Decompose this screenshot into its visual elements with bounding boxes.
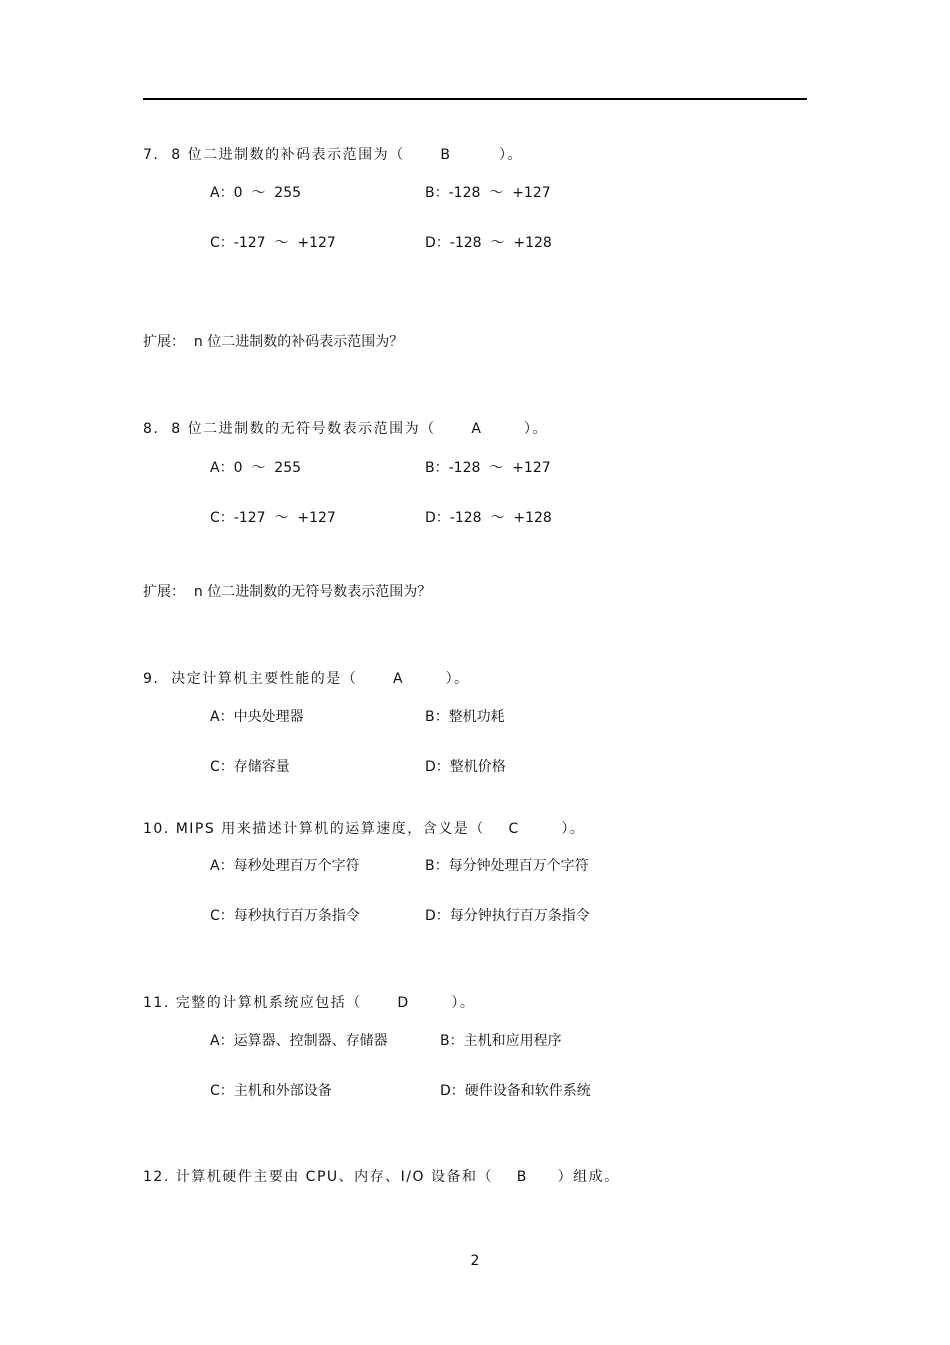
- q8-option-b: B：-128 ～ +127: [425, 460, 551, 476]
- q10-option-c: C：每秒执行百万条指令: [210, 908, 360, 924]
- q7-option-a: A：0 ～ 255: [210, 185, 302, 201]
- page-number: 2: [470, 1253, 480, 1269]
- q9-option-c: C：存储容量: [210, 759, 290, 775]
- header-rule: [143, 98, 807, 100]
- q8-option-d: D：-128 ～ +128: [425, 510, 552, 526]
- q8-extension: 扩展： n 位二进制数的无符号数表示范围为？: [143, 584, 432, 600]
- q9-option-a: A：中央处理器: [210, 709, 304, 725]
- q9-option-b: B：整机功耗: [425, 709, 505, 725]
- q11-option-d: D：硬件设备和软件系统: [440, 1083, 591, 1099]
- q10-option-d: D：每分钟执行百万条指令: [425, 908, 590, 924]
- q10-option-a: A：每秒处理百万个字符: [210, 858, 360, 874]
- q8-option-a: A：0 ～ 255: [210, 460, 302, 476]
- question-8: 8. 8 位二进制数的无符号数表示范围为（ A ）。: [143, 421, 549, 437]
- q10-option-b: B：每分钟处理百万个字符: [425, 858, 589, 874]
- q7-extension: 扩展： n 位二进制数的补码表示范围为？: [143, 334, 404, 350]
- q9-option-d: D：整机价格: [425, 759, 506, 775]
- question-7: 7. 8 位二进制数的补码表示范围为（ B ）。: [143, 147, 524, 163]
- q7-option-d: D：-128 ～ +128: [425, 235, 552, 251]
- question-9: 9. 决定计算机主要性能的是（ A ）。: [143, 671, 470, 687]
- question-11: 11. 完整的计算机系统应包括（ D ）。: [143, 995, 476, 1011]
- q7-option-c: C：-127 ～ +127: [210, 235, 336, 251]
- question-12: 12. 计算机硬件主要由 CPU、内存、I/O 设备和（ B ）组成。: [143, 1169, 620, 1185]
- question-10: 10. MIPS 用来描述计算机的运算速度，含义是（ C ）。: [143, 821, 586, 837]
- q7-option-b: B：-128 ～ +127: [425, 185, 551, 201]
- q11-option-a: A：运算器、控制器、存储器: [210, 1033, 388, 1049]
- q11-option-b: B：主机和应用程序: [440, 1033, 562, 1049]
- q8-option-c: C：-127 ～ +127: [210, 510, 336, 526]
- q11-option-c: C：主机和外部设备: [210, 1083, 332, 1099]
